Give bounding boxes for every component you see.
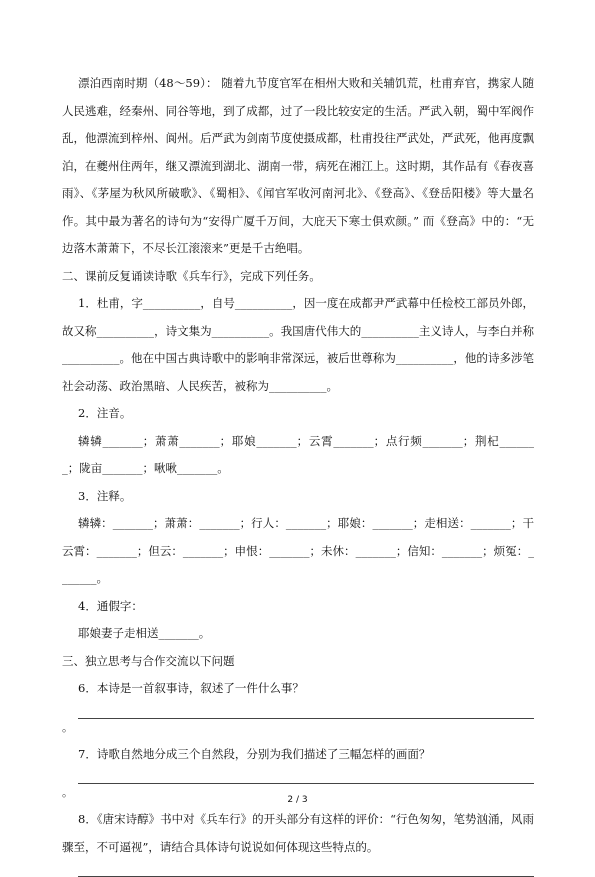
question-1: 1．杜甫，字__________，自号__________，因一度在成都尹严武幕中任检校工部员外郎，故又称__________，诗文集为__________。我国唐代伟大的__________主义诗人，与李白并称__________。他在中国古典诗歌中的影响非常深远，被后世尊称为__________，他的诗多涉笔社会动荡、政治黑暗、人民疾苦，被称为__________。 (62, 296, 534, 393)
section-3-heading: 三、独立思考与合作交流以下问题 (62, 653, 235, 668)
answer-period-q6: 。 (62, 720, 73, 734)
question-4-title: 4．通假字： (78, 598, 143, 613)
answer-line-q7[interactable] (78, 782, 534, 784)
question-6: 6．本诗是一首叙事诗，叙述了一件什么事？ (78, 681, 304, 695)
question-2-body: 辚辚_______；萧萧_______；耶娘_______；云霄_______；点行频_______；荆杞_______；陇亩_______；啾啾_______。 (62, 433, 534, 475)
question-7: 7．诗歌自然地分成三个自然段，分别为我们描述了三幅怎样的画面？ (78, 746, 431, 761)
question-3-title: 3．注释。 (78, 488, 132, 503)
question-2-title: 2．注音。 (78, 406, 132, 420)
answer-period-q7: 。 (62, 786, 73, 799)
question-4-body: 耶娘妻子走相送_______。 (78, 626, 211, 640)
answer-line-q6[interactable] (78, 717, 534, 719)
section-2-heading: 二、课前反复诵读诗歌《兵车行》，完成下列任务。 (62, 268, 321, 283)
question-8: 8．《唐宋诗醇》书中对《兵车行》的开头部分有这样的评价：“行色匆匆，笔势汹涌，风雨骤至，不可逼视”，请结合具体诗句说说如何体现这些特点的。 (62, 812, 534, 854)
page-number: 2 / 3 (287, 795, 308, 805)
period-intro-paragraph: 漂泊西南时期（48～59）： 随着九节度官军在相州大败和关辅饥荒，杜甫弃官，携家人随人民逃难，经秦州、同谷等地，到了成都，过了一段比较安定的生活。严武入朝，蜀中军阀作乱，他漂流到梓州、阆州。后严武为剑南节度使摄成都，杜甫投往严武处，严武死，他再度飘泊，在夔州住两年，继又漂流到湖北、湖南一带，病死在湘江上。这时期，其作品有《春夜喜雨》、《茅屋为秋风所破歌》、《蜀相》、《闻官军收河南河北》、《登高》、《登岳阳楼》等大量名作。其中最为著名的诗句为“安得广厦千万间，大庇天下寒士俱欢颜。” 而《登高》中的：“无边落木萧萧下，不尽长江滚滚来”更是千古绝唱。 (62, 76, 534, 255)
page-content (62, 70, 534, 877)
question-3-body: 辚辚：_______；萧萧：_______；行人：_______；耶娘：_______；走相送：_______；干云霄：_______；但云：_______；申恨：_______；未休：_______；信知：_______；烦冤：_______。 (62, 516, 534, 585)
